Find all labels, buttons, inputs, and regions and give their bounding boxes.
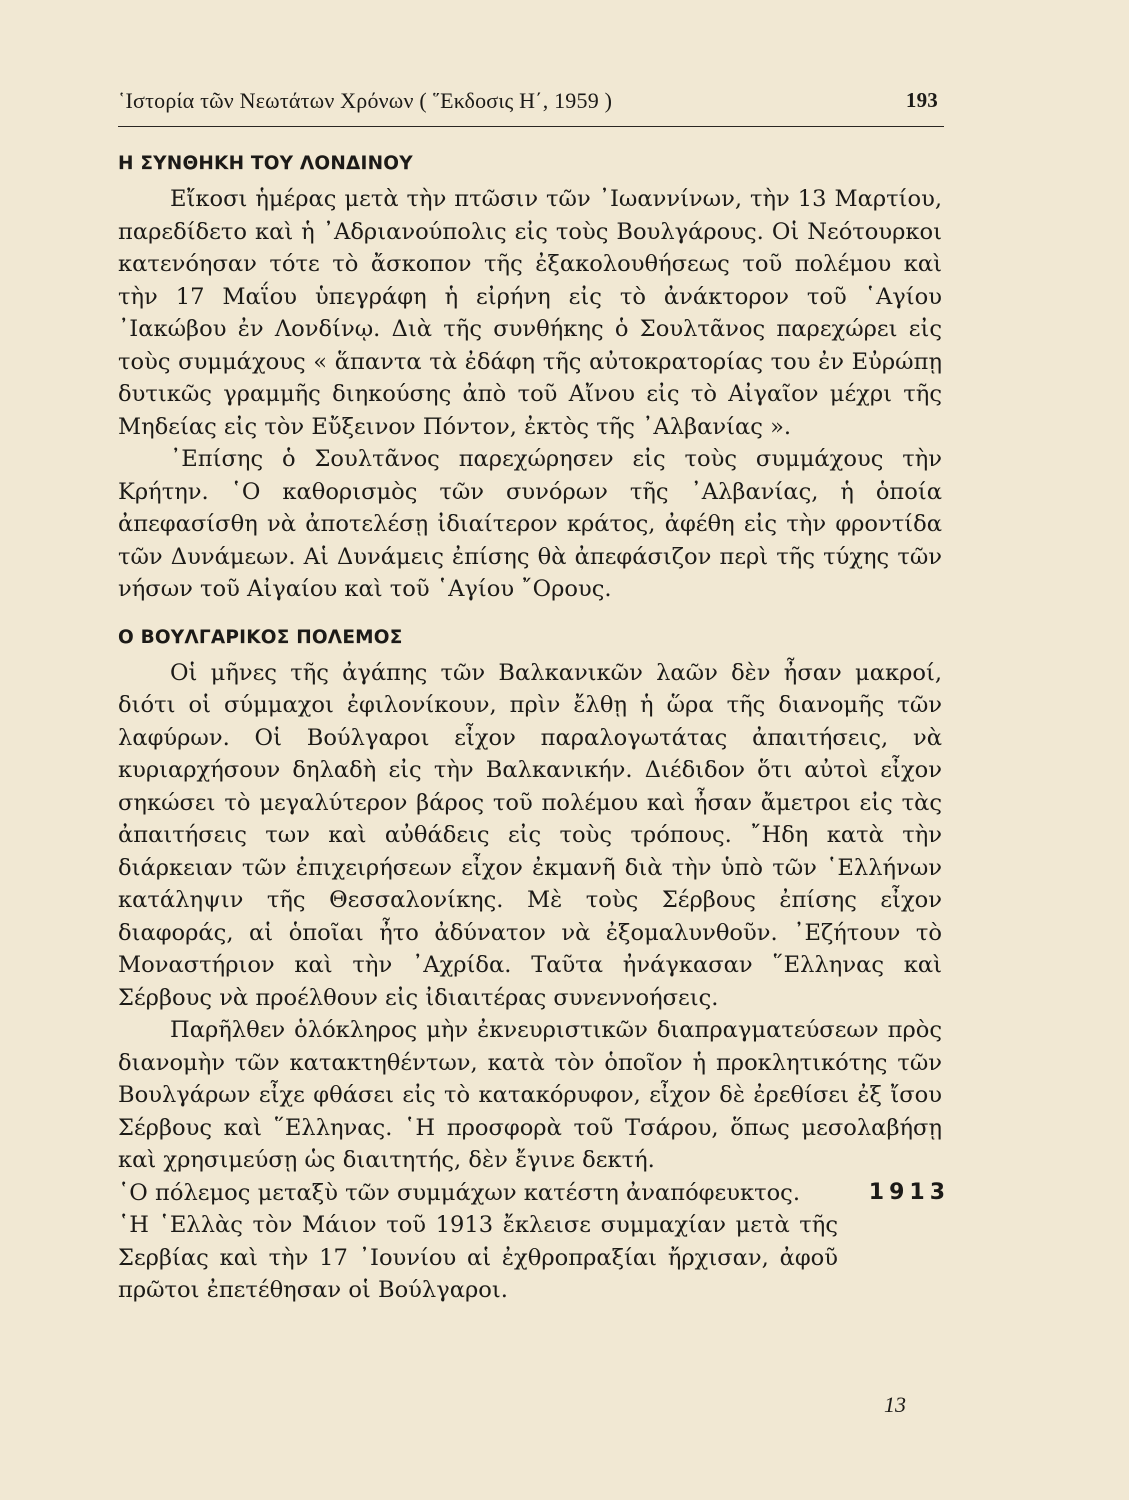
- section-title-bulgarian-war: Ο ΒΟΥΛΓΑΡΙΚΟΣ ΠΟΛΕΜΟΣ: [118, 626, 403, 648]
- running-title: ῾Ιστορία τῶν Νεωτάτων Χρόνων ( ῞Εκδοσις Η΄, 1959 ): [118, 88, 613, 113]
- paragraph: Εἴκοσι ἡμέρας μετὰ τὴν πτῶσιν τῶν ᾿Ιωαννίνων, τὴν 13 Μαρτίου, παρεδίδετο καὶ ἡ ᾿Αδριανούπολις εἰς τοὺς Βουλγάρους. Οἱ Νεότουρκοι κατενόησαν τότε τὸ ἄσκοπον τῆς ἐξακολουθήσεως τοῦ πολέμου καὶ τὴν 17 Μαΐου ὑπεγράφη ἡ εἰρήνη εἰς τὸ ἀνάκτορον τοῦ ῾Αγίου ᾿Ιακώβου ἐν Λονδίνῳ. Διὰ τῆς συνθήκης ὁ Σουλτᾶνος παρεχώρει εἰς τοὺς συμμάχους « ἅπαντα τὰ ἐδάφη τῆς αὐτοκρατορίας του ἐν Εὐρώπῃ δυτικῶς γραμμῆς διηκούσης ἀπὸ τοῦ Αἴνου εἰς τὸ Αἰγαῖον μέχρι τῆς Μηδείας εἰς τὸν Εὔξεινον Πόντον, ἐκτὸς τῆς ᾿Αλβανίας ».: [118, 186, 942, 440]
- margin-year: 1913: [868, 1179, 950, 1205]
- war-inevitable-text: ῾Ο πόλεμος μεταξὺ τῶν συμμάχων κατέστη ἀναπόφευκτος.: [118, 1179, 801, 1206]
- section-treaty-of-london: [118, 150, 942, 606]
- folio-number: 13: [884, 1392, 906, 1417]
- section-bulgarian-war: [118, 624, 950, 1307]
- paragraph: Παρῆλθεν ὁλόκληρος μὴν ἐκνευριστικῶν διαπραγματεύσεων πρὸς διανομὴν τῶν κατακτηθέντων, κατὰ τὸν ὁποῖον ἡ προκλητικότης τῶν Βουλγάρων εἶχε φθάσει εἰς τὸ κατακόρυφον, εἶχον δὲ ἐρεθίσει ἐξ ἴσου Σέρβους καὶ ῞Ελληνας. ῾Η προσφορὰ τοῦ Τσάρου, ὅπως μεσολαβήσῃ καὶ χρησιμεύσῃ ὡς διαιτητής, δὲν ἔγινε δεκτή.: [118, 1017, 942, 1173]
- paragraph: ᾿Επίσης ὁ Σουλτᾶνος παρεχώρησεν εἰς τοὺς συμμάχους τὴν Κρήτην. ῾Ο καθορισμὸς τῶν συνόρων τῆς ᾿Αλβανίας, ἡ ὁποία ἀπεφασίσθη νὰ ἀποτελέσῃ ἰδιαίτερον κράτος, ἀφέθη εἰς τὴν φροντίδα τῶν Δυνάμεων. Αἱ Δυνάμεις ἐπίσης θὰ ἀπεφάσιζον περὶ τῆς τύχης τῶν νήσων τοῦ Αἰγαίου καὶ τοῦ ῾Αγίου ῎Ορους.: [118, 446, 942, 602]
- page-number: 193: [905, 88, 938, 112]
- running-header: [118, 88, 940, 124]
- header-rule: [118, 126, 944, 127]
- paragraph: ῾Η ῾Ελλὰς τὸν Μάιον τοῦ 1913 ἔκλεισε συμμαχίαν μετὰ τῆς Σερβίας καὶ τὴν 17 ᾿Ιουνίου αἱ ἐχθροπραξίαι ἤρχισαν, ἀφοῦ πρῶτοι ἐπετέθησαν οἱ Βούλγαροι.: [118, 1212, 838, 1303]
- paragraph: Οἱ μῆνες τῆς ἀγάπης τῶν Βαλκανικῶν λαῶν δὲν ἦσαν μακροί, διότι οἱ σύμμαχοι ἐφιλονίκουν, πρὶν ἔλθῃ ἡ ὥρα τῆς διανομῆς τῶν λαφύρων. Οἱ Βούλγαροι εἶχον παραλογωτάτας ἀπαιτήσεις, νὰ κυριαρχήσουν δηλαδὴ εἰς τὴν Βαλκανικήν. Διέδιδον ὅτι αὐτοὶ εἶχον σηκώσει τὸ μεγαλύτερον βάρος τοῦ πολέμου καὶ ἦσαν ἄμετροι εἰς τὰς ἀπαιτήσεις των καὶ αὐθάδεις εἰς τοὺς τρόπους. ῎Ηδη κατὰ τὴν διάρκειαν τῶν ἐπιχειρήσεων εἶχον ἐκμανῆ διὰ τὴν ὑπὸ τῶν ῾Ελλήνων κατάληψιν τῆς Θεσσαλονίκης. Μὲ τοὺς Σέρβους ἐπίσης εἶχον διαφοράς, αἱ ὁποῖαι ἦτο ἀδύνατον νὰ ἐξομαλυνθοῦν. ᾿Εζήτουν τὸ Μοναστήριον καὶ τὴν ᾿Αχρίδα. Ταῦτα ἠνάγκασαν ῞Ελληνας καὶ Σέρβους νὰ προέλθουν εἰς ἰδιαιτέρας συνεννοήσεις.: [118, 659, 942, 1011]
- section-title-treaty: Η ΣΥΝΘΗΚΗ ΤΟΥ ΛΟΝΔΙΝΟΥ: [118, 153, 413, 174]
- war-inevitable-line: [118, 1177, 950, 1210]
- page-body: [118, 150, 950, 1307]
